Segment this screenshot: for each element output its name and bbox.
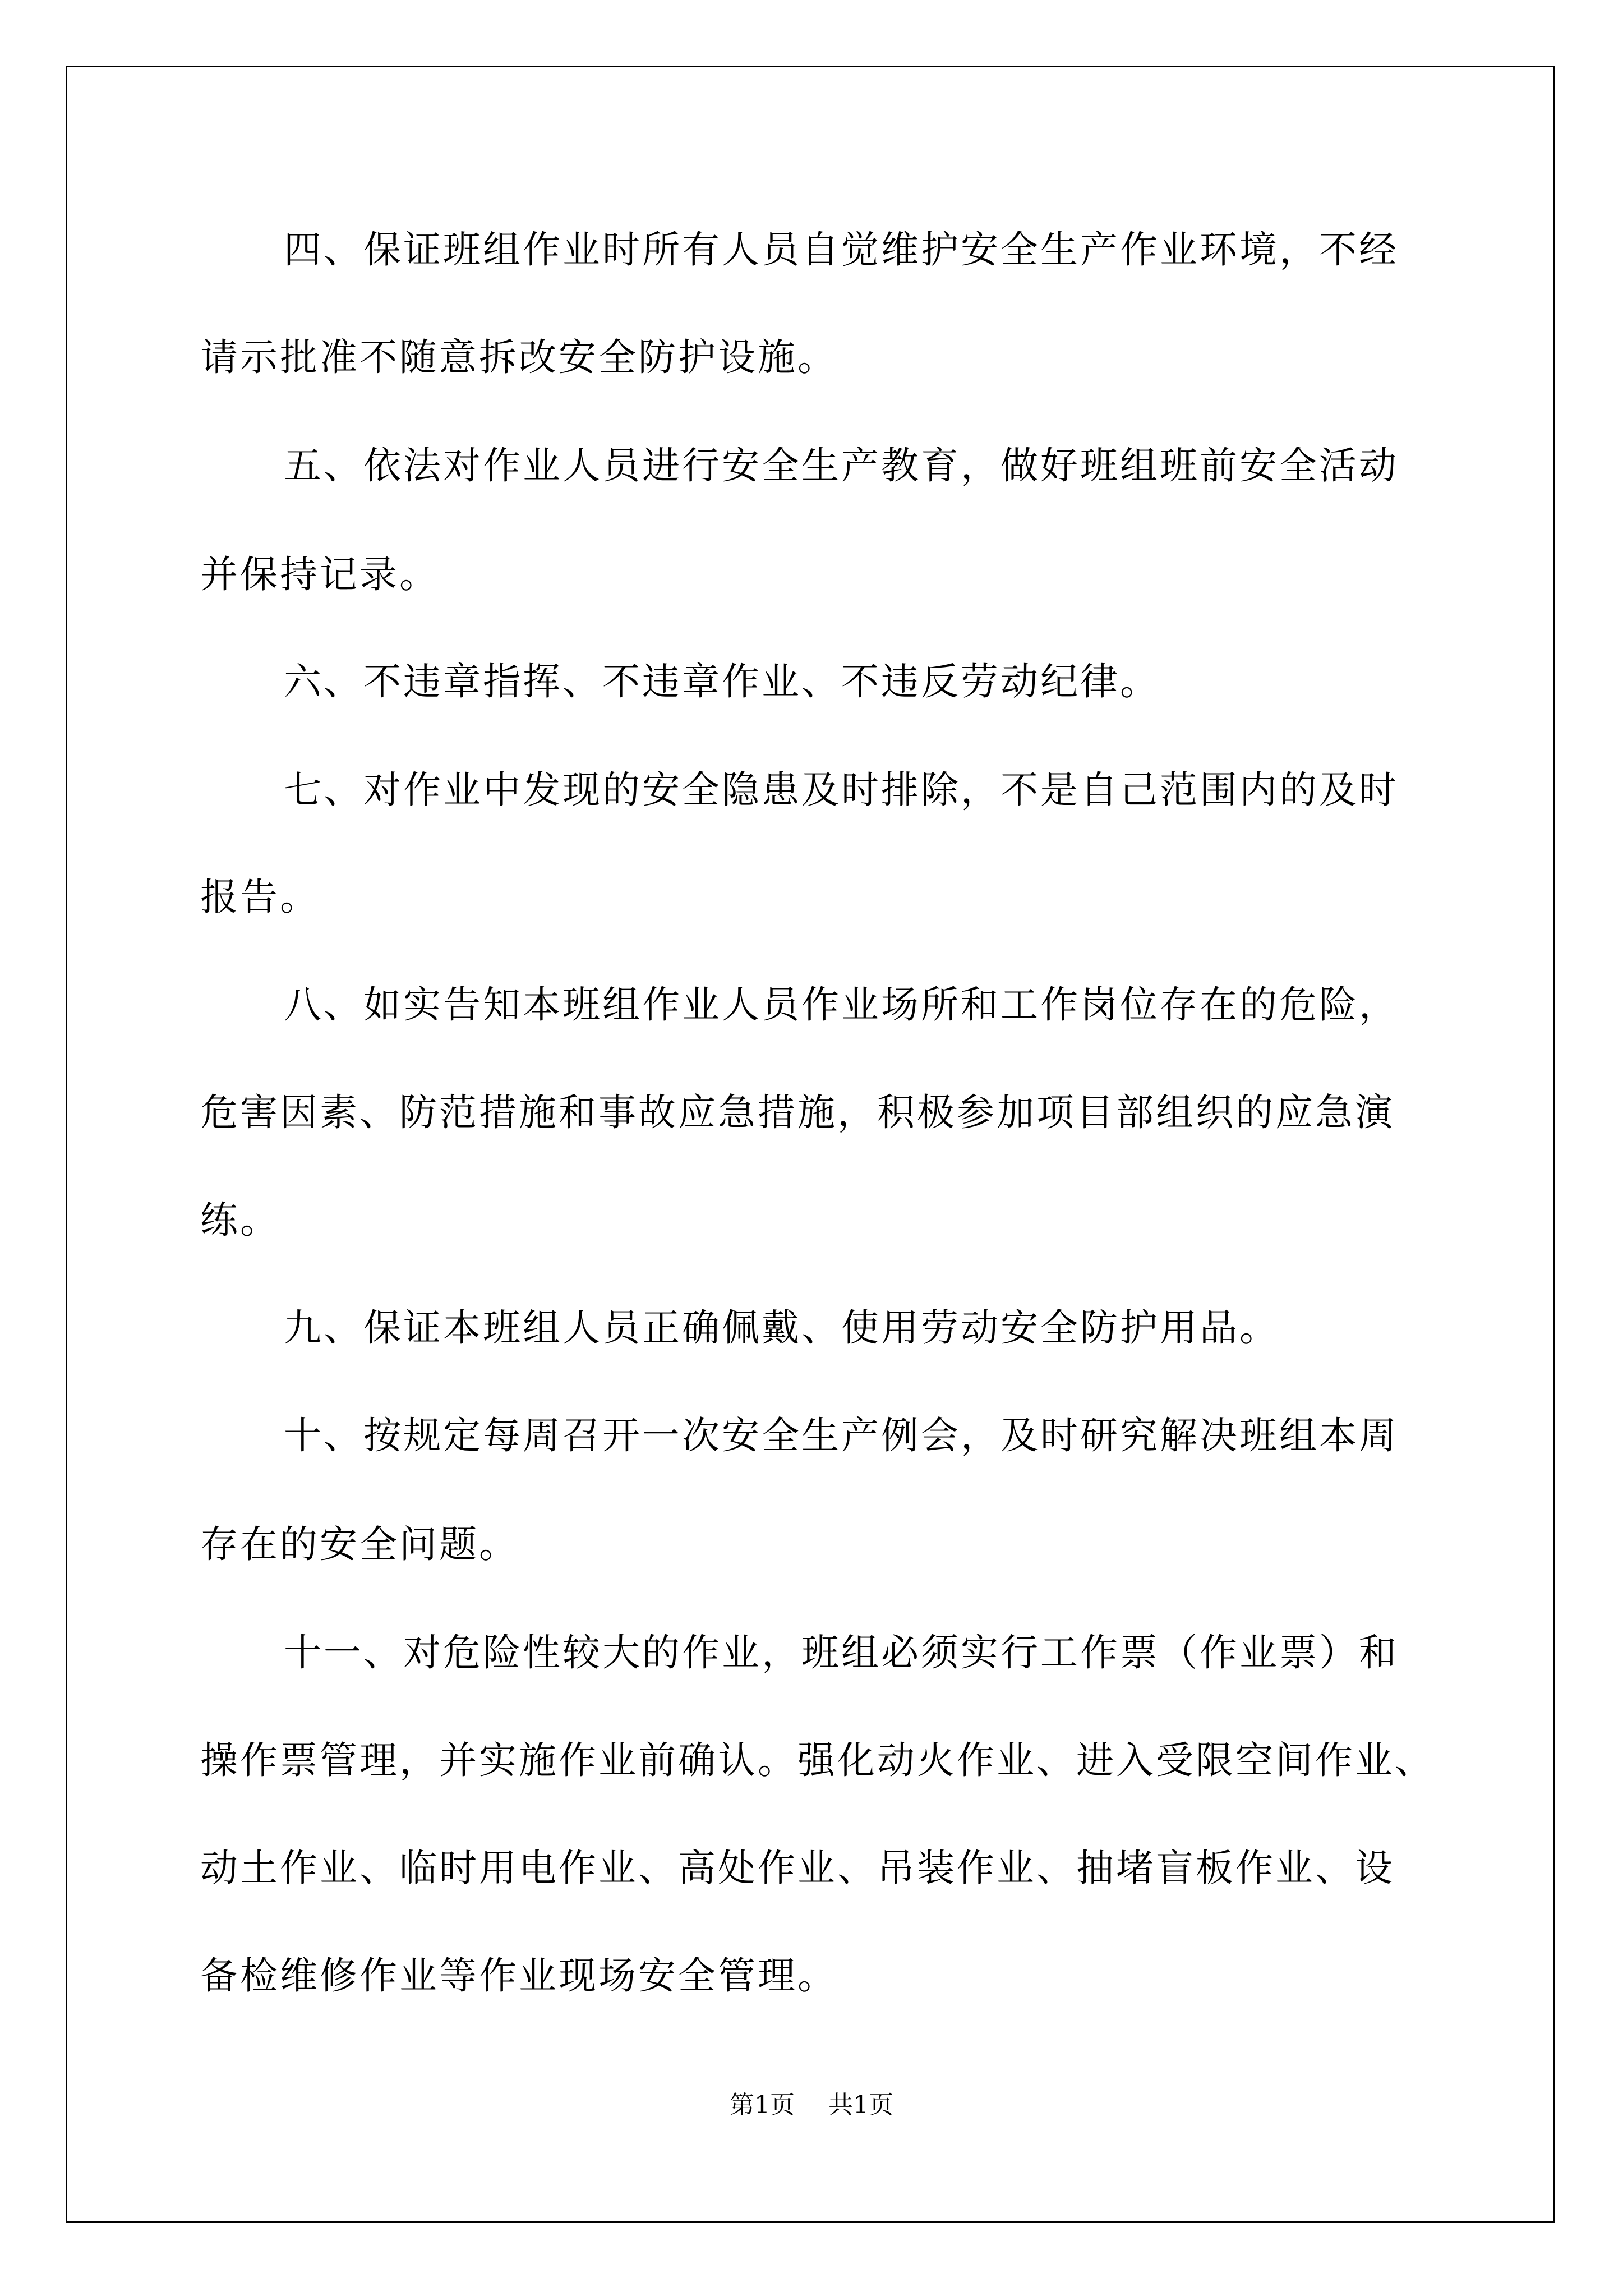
paragraph-4-line-1: 四、保证班组作业时所有人员自觉维护安全生产作业环境，不经 (284, 228, 1399, 272)
paragraph-11-line-2: 操作票管理，并实施作业前确认。强化动火作业、进入受限空间作业、 (200, 1738, 1435, 1782)
paragraph-9-line-1: 九、保证本班组人员正确佩戴、使用劳动安全防护用品。 (284, 1306, 1279, 1350)
paragraph-10-line-1: 十、按规定每周召开一次安全生产例会，及时研究解决班组本周 (284, 1414, 1399, 1457)
page-total: 共1页 (828, 2091, 893, 2119)
page-border (66, 66, 1555, 2223)
paragraph-4-line-2: 请示批准不随意拆改安全防护设施。 (200, 335, 837, 379)
paragraph-10-line-2: 存在的安全问题。 (200, 1522, 519, 1566)
page-footer (0, 2090, 1623, 2121)
paragraph-6-line-1: 六、不违章指挥、不违章作业、不违反劳动纪律。 (284, 660, 1160, 703)
paragraph-11-line-4: 备检维修作业等作业现场安全管理。 (200, 1954, 837, 1998)
paragraph-7-line-1: 七、对作业中发现的安全隐患及时排除，不是自己范围内的及时 (284, 768, 1399, 812)
paragraph-8-line-1: 八、如实告知本班组作业人员作业场所和工作岗位存在的危险， (284, 983, 1399, 1027)
paragraph-5-line-1: 五、依法对作业人员进行安全生产教育，做好班组班前安全活动 (284, 444, 1399, 487)
paragraph-11-line-3: 动土作业、临时用电作业、高处作业、吊装作业、抽堵盲板作业、设 (200, 1846, 1395, 1890)
paragraph-8-line-3: 练。 (200, 1198, 280, 1242)
paragraph-5-line-2: 并保持记录。 (200, 553, 439, 596)
paragraph-8-line-2: 危害因素、防范措施和事故应急措施，积极参加项目部组织的应急演 (200, 1091, 1395, 1134)
paragraph-7-line-2: 报告。 (200, 875, 320, 919)
paragraph-11-line-1: 十一、对危险性较大的作业，班组必须实行工作票（作业票）和 (284, 1631, 1399, 1674)
page-number: 第1页 (730, 2091, 795, 2119)
